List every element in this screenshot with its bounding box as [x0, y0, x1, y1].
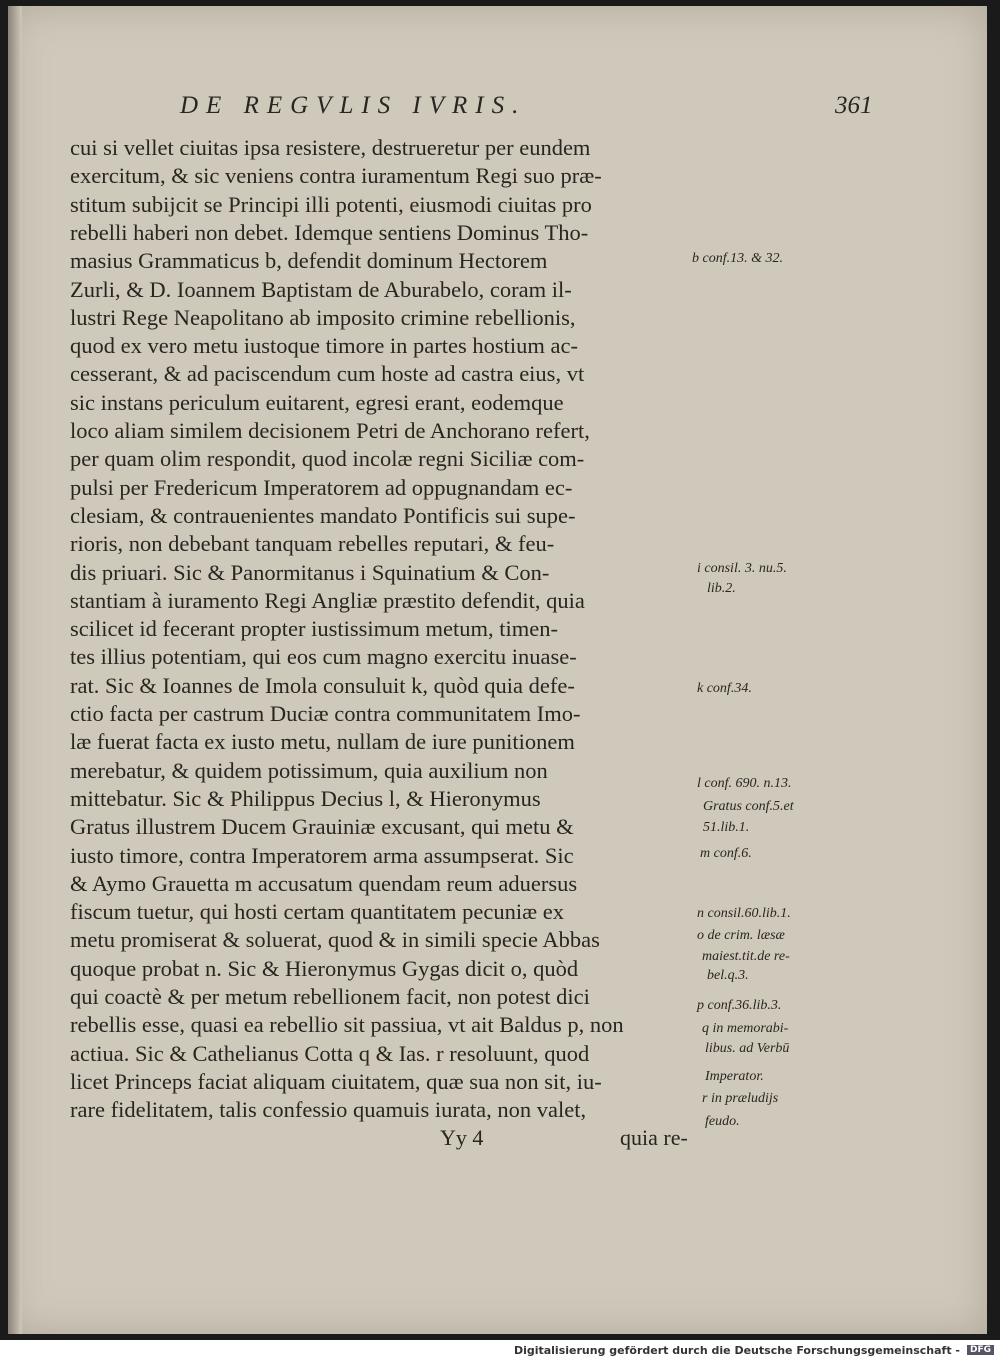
text-line: metu promiserat & soluerat, quod & in simili specie Abbas — [70, 927, 600, 953]
margin-note: i consil. 3. nu.5. — [697, 561, 787, 576]
text-line: cesserant, & ad paciscendum cum hoste ad castra eius, vt — [70, 361, 585, 387]
text-line: quod ex vero metu iustoque timore in partes hostium ac- — [70, 333, 579, 359]
margin-note: lib.2. — [707, 581, 736, 596]
page-number: 361 — [835, 92, 873, 119]
text-line: ctio facta per castrum Duciæ contra communitatem Imo- — [70, 701, 581, 726]
signature-mark: Yy 4 — [440, 1125, 484, 1150]
text-line: læ fuerat facta ex iusto metu, nullam de iure punitionem — [70, 729, 575, 755]
margin-note: l conf. 690. n.13. — [697, 776, 792, 791]
text-line: rebelli haberi non debet. Idemque sentiens Dominus Tho- — [70, 219, 589, 245]
text-line: merebatur, & quidem potissimum, quia auxilium non — [70, 757, 548, 783]
margin-note: q in memorabi- — [702, 1021, 789, 1036]
text-line: pulsi per Fredericum Imperatorem ad oppugnandam ec- — [70, 474, 573, 500]
margin-note: libus. ad Verbū — [705, 1041, 790, 1056]
text-line: lustri Rege Neapolitano ab imposito crimine rebellionis, — [70, 304, 576, 330]
margin-note: p conf.36.lib.3. — [697, 998, 782, 1013]
page-spine-shadow — [8, 6, 22, 1334]
margin-note: feudo. — [705, 1114, 740, 1129]
margin-note: o de crim. læsæ — [697, 928, 785, 943]
catchword: quia re- — [620, 1125, 688, 1150]
margin-note: bel.q.3. — [707, 968, 749, 983]
text-line: mittebatur. Sic & Philippus Decius l, & Hieronymus — [70, 785, 541, 811]
text-line: exercitum, & sic veniens contra iuramentum Regi suo præ- — [70, 163, 602, 189]
text-line: tes illius potentiam, qui eos cum magno exercitu inuase- — [70, 644, 577, 670]
margin-note: b conf.13. & 32. — [692, 251, 783, 266]
text-line: stantiam à iuramento Regi Angliæ præstito defendit, quia — [70, 587, 585, 613]
text-line: qui coactè & per metum rebellionem facit, non potest dici — [70, 984, 590, 1009]
text-line: licet Princeps faciat aliquam ciuitatem, quæ sua non sit, iu- — [70, 1068, 602, 1094]
text-line: stitum subijcit se Principi illi potenti, eiusmodi ciuitas pro — [70, 191, 592, 217]
text-line: & Aymo Grauetta m accusatum quendam reum aduersus — [70, 870, 578, 896]
text-line: per quam olim respondit, quod incolæ regni Siciliæ com- — [70, 446, 585, 472]
margin-note: k conf.34. — [697, 681, 752, 696]
text-line: cui si vellet ciuitas ipsa resistere, destrueretur per eundem — [70, 135, 591, 160]
running-header: DE REGVLIS IVRIS. — [180, 92, 527, 119]
dfg-logo: DFG — [967, 1345, 994, 1355]
text-line: scilicet id fecerant propter iustissimum metum, timen- — [70, 616, 559, 642]
margin-note: r in præludijs — [702, 1091, 779, 1106]
margin-note: Gratus conf.5.et — [703, 799, 794, 814]
text-line: fiscum tuetur, qui hosti certam quantitatem pecuniæ ex — [70, 899, 564, 925]
text-line: Gratus illustrem Ducem Grauiniæ excusant, qui metu & — [70, 814, 574, 840]
text-line: loco aliam similem decisionem Petri de Anchorano refert, — [70, 418, 590, 443]
margin-note: Imperator. — [705, 1069, 764, 1084]
margin-note: m conf.6. — [700, 846, 752, 861]
text-line: sic instans periculum euitarent, egresi erant, eodemque — [70, 389, 564, 415]
footer-credit: Digitalisierung gefördert durch die Deutsche Forschungsgemeinschaft - — [513, 1344, 960, 1357]
text-line: rebellis esse, quasi ea rebellio sit passiua, vt ait Baldus p, non — [70, 1012, 624, 1038]
margin-note: n consil.60.lib.1. — [697, 906, 791, 921]
text-line: Zurli, & D. Ioannem Baptistam de Aburabelo, coram il- — [70, 276, 572, 302]
text-line: rare fidelitatem, talis confessio quamuis iurata, non valet, — [70, 1097, 587, 1123]
text-line: clesiam, & contrauenientes mandato Pontificis sui supe- — [70, 502, 576, 528]
footer-bar — [0, 1340, 1000, 1365]
text-line: quoque probat n. Sic & Hieronymus Gygas dicit o, quòd — [70, 955, 579, 981]
text-line: iusto timore, contra Imperatorem arma assumpserat. Sic — [70, 842, 574, 868]
margin-note: 51.lib.1. — [703, 820, 750, 835]
text-line: actiua. Sic & Cathelianus Cotta q & Ias. r resoluunt, quod — [70, 1040, 590, 1066]
text-line: rat. Sic & Ioannes de Imola consuluit k, quòd quia defe- — [70, 672, 575, 698]
text-line: dis priuari. Sic & Panormitanus i Squinatium & Con- — [70, 559, 550, 585]
margin-note: maiest.tit.de re- — [702, 949, 790, 964]
text-line: masius Grammaticus b, defendit dominum Hectorem — [70, 248, 548, 274]
text-line: rioris, non debebant tanquam rebelles reputari, & feu- — [70, 531, 555, 557]
